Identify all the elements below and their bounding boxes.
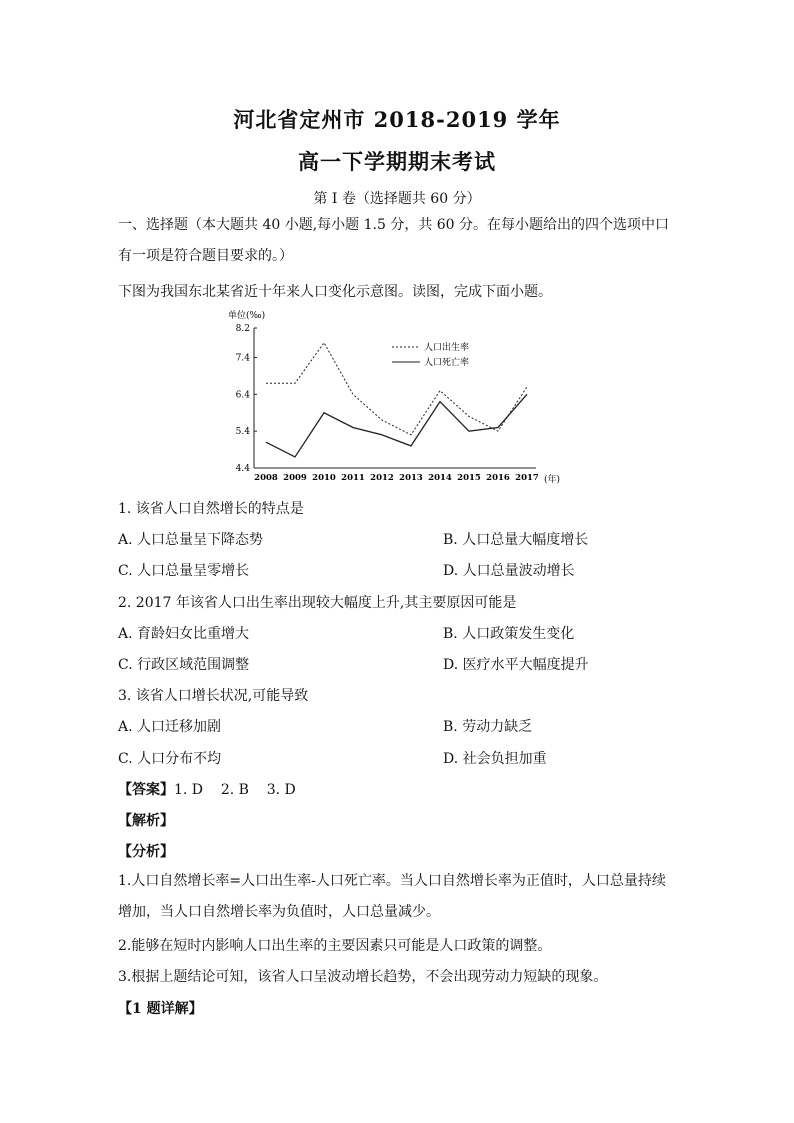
detail-label: 【1 题详解】 xyxy=(118,1001,203,1017)
question-3-stem: 3. 该省人口增长状况,可能导致 xyxy=(118,688,309,704)
document-subtitle: 高一下学期期末考试 xyxy=(298,149,496,174)
death-rate-line xyxy=(266,394,527,457)
legend-birth-label: 人口出生率 xyxy=(424,343,470,353)
question-2-option-b: B. 人口政策发生变化 xyxy=(443,626,575,642)
y-axis-label: 单位(‰) xyxy=(228,311,266,321)
y-tick-label: 4.4 xyxy=(235,464,250,474)
answer-label: 【答案】 xyxy=(118,782,174,798)
x-tick-label: 2008 xyxy=(254,473,278,483)
x-ticks xyxy=(254,473,539,483)
birth-rate-line xyxy=(266,343,527,435)
question-3-option-a: A. 人口迁移加剧 xyxy=(118,719,222,735)
analysis-paragraph-1: 1.人口自然增长率=人口出生率-人口死亡率。当人口自然增长率为正值时，人口总量持续增加，当人口自然增长率为负值时，人口总量减少。 xyxy=(118,873,666,920)
x-tick-label: 2016 xyxy=(486,473,510,483)
y-tick-label: 8.2 xyxy=(235,324,250,334)
question-1-option-b: B. 人口总量大幅度增长 xyxy=(443,532,589,548)
x-tick-label: 2014 xyxy=(428,473,452,483)
section-heading: 第 I 卷（选择题共 60 分） xyxy=(313,191,481,207)
answer-line xyxy=(118,779,296,799)
legend xyxy=(392,341,469,368)
x-tick-label: 2013 xyxy=(399,473,423,483)
y-tick-label: 5.4 xyxy=(235,427,250,438)
analysis-label: 【解析】 xyxy=(118,813,174,829)
question-3-option-c: C. 人口分布不均 xyxy=(118,751,222,767)
x-tick-label: 2017 xyxy=(515,473,539,483)
question-2-stem: 2. 2017 年该省人口出生率出现较大幅度上升,其主要原因可能是 xyxy=(118,595,517,611)
x-tick-label: 2011 xyxy=(341,473,365,483)
chart-svg xyxy=(226,306,572,488)
analysis-paragraph-3: 3.根据上题结论可知，该省人口呈波动增长趋势，不会出现劳动力短缺的现象。 xyxy=(118,969,608,985)
question-1-option-c: C. 人口总量呈零增长 xyxy=(118,563,250,579)
question-2-option-c: C. 行政区域范围调整 xyxy=(118,657,250,673)
legend-death-label: 人口死亡率 xyxy=(424,358,470,368)
x-tick-label: 2009 xyxy=(283,473,307,483)
question-3-option-d: D. 社会负担加重 xyxy=(443,751,547,767)
question-3-option-b: B. 劳动力缺乏 xyxy=(443,719,533,735)
analysis-sub-label: 【分析】 xyxy=(118,844,174,860)
series-group xyxy=(266,343,527,457)
y-tick-label: 6.4 xyxy=(235,390,250,401)
x-tick-label: 2012 xyxy=(370,473,394,483)
population-chart xyxy=(226,306,572,488)
question-1-option-d: D. 人口总量波动增长 xyxy=(443,563,575,579)
answer-text: 1. D 2. B 3. D xyxy=(174,782,296,798)
document-title: 河北省定州市 2018-2019 学年 xyxy=(233,107,561,132)
question-1-stem: 1. 该省人口自然增长的特点是 xyxy=(118,501,304,517)
intro-text: 下图为我国东北某省近十年来人口变化示意图。读图，完成下面小题。 xyxy=(118,284,552,300)
analysis-paragraph-2: 2.能够在短时内影响人口出生率的主要因素只可能是人口政策的调整。 xyxy=(118,938,552,954)
question-2-option-a: A. 育龄妇女比重增大 xyxy=(118,626,250,642)
x-tick-label: 2010 xyxy=(312,473,336,483)
question-1-option-a: A. 人口总量呈下降态势 xyxy=(118,532,264,548)
instructions: 一、选择题（本大题共 40 小题,每小题 1.5 分，共 60 分。在每小题给出的四个选项中口有一项是符合题目要求的。） xyxy=(118,217,670,264)
y-tick-label: 7.4 xyxy=(235,353,250,364)
x-tick-label: 2015 xyxy=(457,473,481,483)
x-axis-unit: (年) xyxy=(544,475,561,485)
question-2-option-d: D. 医疗水平大幅度提升 xyxy=(443,657,589,673)
